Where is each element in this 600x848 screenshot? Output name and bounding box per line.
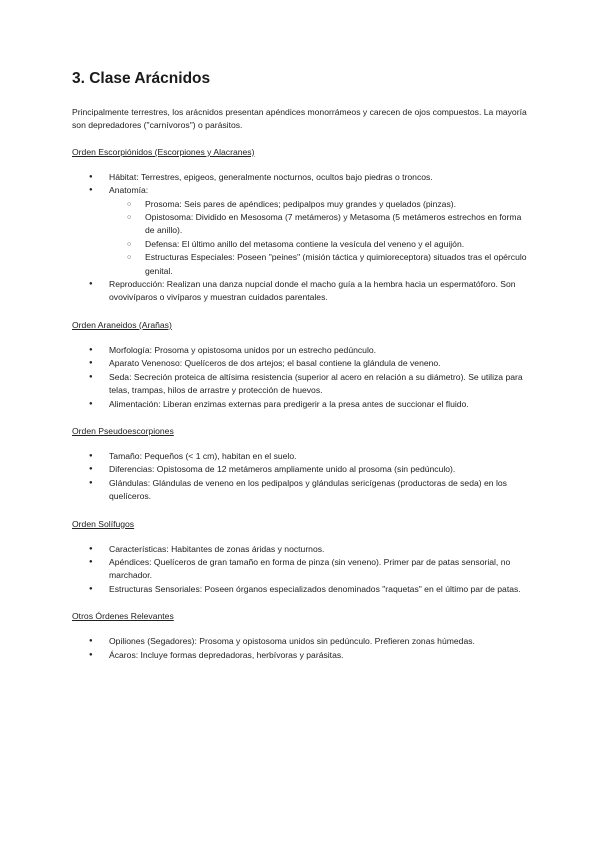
list-item-label: Anatomía: [109, 185, 149, 196]
sublist-item: ○ Prosoma: Seis pares de apéndices; pedipalpos muy grandes y quelados (pinzas). [109, 198, 530, 211]
list-item: ● Hábitat: Terrestres, epigeos, generalmente nocturnos, ocultos bajo piedras o troncos. [72, 171, 530, 184]
section-list-pseudoescorpiones [72, 450, 530, 504]
section-heading-solifugos: Orden Solífugos [72, 518, 135, 529]
list-item: ● Opiliones (Segadores): Prosoma y opistosoma unidos sin pedúnculo. Prefieren zonas húmedas. [72, 635, 530, 648]
list-item: ● Glándulas: Glándulas de veneno en los pedipalpos y glándulas sericígenas (productoras de seda) en los quelíceros. [72, 477, 530, 504]
list-item: ● Reproducción: Realizan una danza nupcial donde el macho guía a la hembra hacia un espermatóforo. Son ovovivíparos o vivíparos y muestran cuidados parentales. [72, 278, 530, 305]
section-list-otros-ordenes [72, 635, 530, 662]
list-item: ● Ácaros: Incluye formas depredadoras, herbívoras y parásitas. [72, 649, 530, 662]
intro-paragraph: Principalmente terrestres, los arácnidos presentan apéndices monorrámeos y carecen de ojos compuestos. La mayoría son depredadores ("carnívoros") o parásitos. [72, 107, 527, 131]
section-list-solifugos [72, 543, 530, 597]
section-list-araneidos [72, 344, 530, 411]
document-page [72, 70, 530, 676]
anatomy-sublist [109, 198, 530, 278]
section-heading-pseudoescorpiones: Orden Pseudoescorpiones [72, 425, 174, 436]
list-item: ● Aparato Venenoso: Quelíceros de dos artejos; el basal contiene la glándula de veneno. [72, 357, 530, 370]
list-item-anatomia [72, 184, 530, 278]
list-item: ● Apéndices: Quelíceros de gran tamaño en forma de pinza (sin veneno). Primer par de patas sensorial, no marchador. [72, 556, 530, 583]
sublist-item: ○ Estructuras Especiales: Poseen "peines" (misión táctica y quimioreceptora) situados tras el opérculo genital. [109, 251, 530, 278]
sublist-item: ○ Defensa: El último anillo del metasoma contiene la vesícula del veneno y el aguijón. [109, 238, 530, 251]
list-item: ● Alimentación: Liberan enzimas externas para predigerir a la presa antes de succionar el fluido. [72, 398, 530, 411]
section-list-escorpionidos [72, 171, 530, 305]
section-heading-araneidos: Orden Araneidos (Arañas) [72, 319, 172, 330]
list-item: ● Diferencias: Opistosoma de 12 metámeros ampliamente unido al prosoma (sin pedúnculo). [72, 463, 530, 476]
list-item: ● Características: Habitantes de zonas áridas y nocturnos. [72, 543, 530, 556]
page-title: 3. Clase Arácnidos [72, 70, 211, 87]
section-heading-otros-ordenes: Otros Órdenes Relevantes [72, 611, 174, 622]
section-heading-escorpionidos: Orden Escorpiónidos (Escorpiones y Alacranes) [72, 146, 255, 157]
list-item: ● Morfología: Prosoma y opistosoma unidos por un estrecho pedúnculo. [72, 344, 530, 357]
list-item: ● Seda: Secreción proteica de altísima resistencia (superior al acero en relación a su diámetro). Se utiliza para telas, trampas, hilos de arrastre y protección de huevos. [72, 371, 530, 398]
sublist-item: ○ Opistosoma: Dividido en Mesosoma (7 metámeros) y Metasoma (5 metámeros estrechos en forma de anillo). [109, 211, 530, 238]
list-item: ● Tamaño: Pequeños (< 1 cm), habitan en el suelo. [72, 450, 530, 463]
list-item: ● Estructuras Sensoriales: Poseen órganos especializados denominados "raquetas" en el último par de patas. [72, 583, 530, 596]
